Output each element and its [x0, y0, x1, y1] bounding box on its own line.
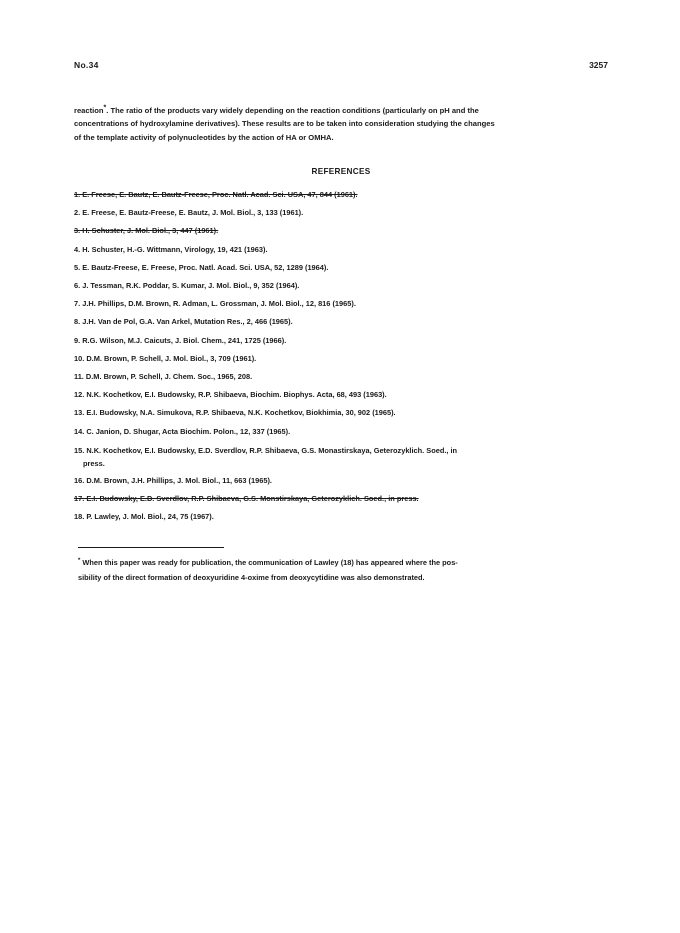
reference-item-11: 11. D.M. Brown, P. Schell, J. Chem. Soc., 1965, 208.	[74, 372, 253, 382]
reference-item-12: 12. N.K. Kochetkov, E.I. Budowsky, R.P. Shibaeva, Biochim. Biophys. Acta, 68, 493 (1963).	[74, 390, 387, 400]
reference-item-3: 3. H. Schuster, J. Mol. Biol., 3, 447 (1961).	[74, 226, 219, 236]
footnote-divider	[78, 547, 224, 548]
references-list	[74, 186, 620, 526]
reference-item-18: 18. P. Lawley, J. Mol. Biol., 24, 75 (1967).	[74, 512, 214, 522]
footnote	[78, 556, 616, 585]
reference-item-4: 4. H. Schuster, H.-G. Wittmann, Virology, 19, 421 (1963).	[74, 244, 268, 254]
reference-item-5: 5. E. Bautz-Freese, E. Freese, Proc. Natl. Acad. Sci. USA, 52, 1289 (1964).	[74, 262, 329, 272]
footnote-marker: *	[103, 104, 107, 112]
references-heading: REFERENCES	[311, 167, 371, 176]
body-paragraph	[74, 104, 620, 144]
reference-item-8: 8. J.H. Van de Pol, G.A. Van Arkel, Mutation Res., 2, 466 (1965).	[74, 317, 293, 327]
reference-item-15-continuation: press.	[83, 458, 105, 468]
page-number: 3257	[589, 60, 608, 70]
body-line-2: concentrations of hydroxylamine derivatives). These results are to be taken into consideration studying the changes	[74, 119, 495, 129]
reference-item-9: 9. R.G. Wilson, M.J. Caicuts, J. Biol. Chem., 241, 1725 (1966).	[74, 335, 287, 345]
footnote-star: *	[78, 558, 81, 564]
footnote-line-2: sibility of the direct formation of deoxyuridine 4-oxime from deoxycytidine was also demonstrated.	[78, 573, 425, 583]
page-header	[74, 60, 608, 74]
body-line-3: of the template activity of polynucleotides by the action of HA or OMHA.	[74, 132, 334, 142]
reference-item-2: 2. E. Freese, E. Bautz-Freese, E. Bautz, J. Mol. Biol., 3, 133 (1961).	[74, 208, 304, 218]
body-line-1b: . The ratio of the products vary widely depending on the reaction conditions (particularly on pH and the	[106, 106, 479, 115]
reference-item-14: 14. C. Janion, D. Shugar, Acta Biochim. Polon., 12, 337 (1965).	[74, 426, 291, 436]
reference-item-13: 13. E.I. Budowsky, N.A. Simukova, R.P. Shibaeva, N.K. Kochetkov, Biokhimia, 30, 902 (1965).	[74, 408, 396, 418]
reference-item-16: 16. D.M. Brown, J.H. Phillips, J. Mol. Biol., 11, 663 (1965).	[74, 475, 272, 485]
body-line-1a: reaction	[74, 106, 104, 115]
reference-item-10: 10. D.M. Brown, P. Schell, J. Mol. Biol., 3, 709 (1961).	[74, 353, 257, 363]
reference-item-15: 15. N.K. Kochetkov, E.I. Budowsky, E.D. Sverdlov, R.P. Shibaeva, G.S. Monastirskaya, Geterozyklich. Soed., in press.	[74, 441, 620, 472]
reference-item-17: 17. E.I. Budowsky, E.D. Sverdlov, R.P. Shibaeva, G.S. Monstirskaya, Geterozyklich. Soed., in press.	[74, 494, 419, 504]
journal-issue-number: No.34	[74, 60, 99, 70]
footnote-line-1: When this paper was ready for publication, the communication of Lawley (18) has appeared where the pos-	[82, 558, 458, 567]
reference-item-1: 1. E. Freese, E. Bautz, E. Bautz-Freese, Proc. Natl. Acad. Sci. USA, 47, 844 (1961).	[74, 190, 358, 199]
reference-item-7: 7. J.H. Phillips, D.M. Brown, R. Adman, L. Grossman, J. Mol. Biol., 12, 816 (1965).	[74, 299, 356, 309]
reference-item-6: 6. J. Tessman, R.K. Poddar, S. Kumar, J. Mol. Biol., 9, 352 (1964).	[74, 281, 300, 291]
